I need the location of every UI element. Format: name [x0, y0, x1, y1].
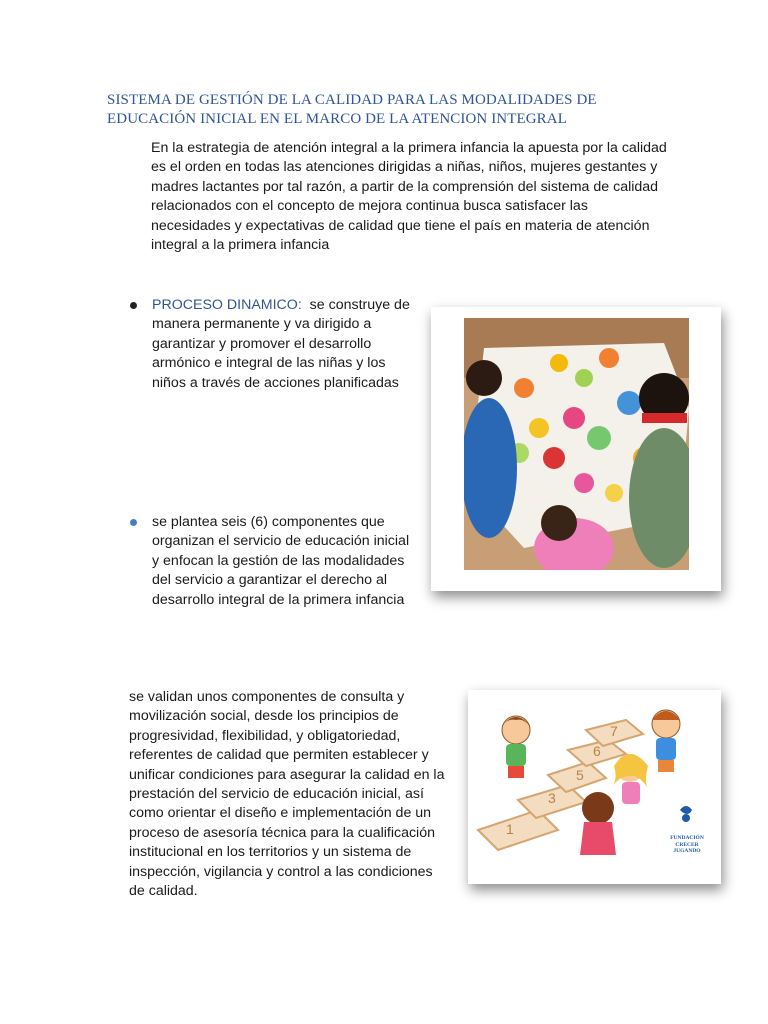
bullet-item-proceso-dinamico: [152, 296, 410, 393]
bullet-item-componentes: [152, 513, 410, 610]
closing-paragraph: se validan unos componentes de consulta y movilización social, desde los principios de progresividad, flexibilidad, y obligatoriedad, referentes de calidad que permiten establecer y unificar condiciones para asegurar la calidad en la prestación del servicio de educación inicial, así como orientar el diseño e implementación de un proceso de asesoría técnica para la cualificación institucional en los territorios y un sistema de inspección, vigilancia y control a las condiciones de calidad.: [129, 689, 445, 900]
children-painting-handprints-photo: [464, 318, 689, 570]
logo-line: FUNDACIÓN: [670, 835, 704, 841]
logo: [662, 835, 712, 855]
document-title: SISTEMA DE GESTIÓN DE LA CALIDAD PARA LAS MODALIDADES DE EDUCACIÓN INICIAL EN EL MARCO DE LA ATENCION INTEGRAL: [107, 92, 597, 127]
bullet-dot: [130, 519, 137, 526]
photo-frame: [431, 307, 721, 591]
svg-text:1: 1: [506, 821, 514, 837]
svg-text:5: 5: [576, 767, 584, 783]
bullet-lead-label: PROCESO DINAMICO:: [152, 297, 302, 313]
intro-paragraph: En la estrategia de atención integral a la primera infancia la apuesta por la calidad es el orden en todas las atenciones dirigidas a niñas, niños, mujeres gestantes y madres lactantes por tal razón, a partir de la comprensión del sistema de calidad relacionados con el concepto de mejora continua busca satisfacer las necesidades y expectativas de calidad que tiene el país en materia de atención integral a la primera infancia: [151, 140, 667, 254]
children-playing-hopscotch-clipart: [468, 690, 721, 884]
bullet-dot: [130, 302, 137, 309]
svg-text:7: 7: [610, 723, 618, 739]
svg-text:3: 3: [548, 790, 556, 806]
logo-line: CRECER: [675, 841, 699, 848]
clipart-frame: [468, 690, 721, 884]
bullet-text: se plantea seis (6) componentes que organizan el servicio de educación inicial y enfocan la gestión de las modalidades del servicio a garantizar el derecho al desarrollo integral de la primera infancia: [152, 514, 410, 608]
logo-line: JUGANDO: [673, 848, 701, 854]
svg-text:6: 6: [593, 743, 601, 759]
bullet-text: se construye de manera permanente y va dirigido a garantizar y promover el desarrollo armónico e integral de las niñas y los niños a través de acciones planificadas: [152, 297, 410, 391]
